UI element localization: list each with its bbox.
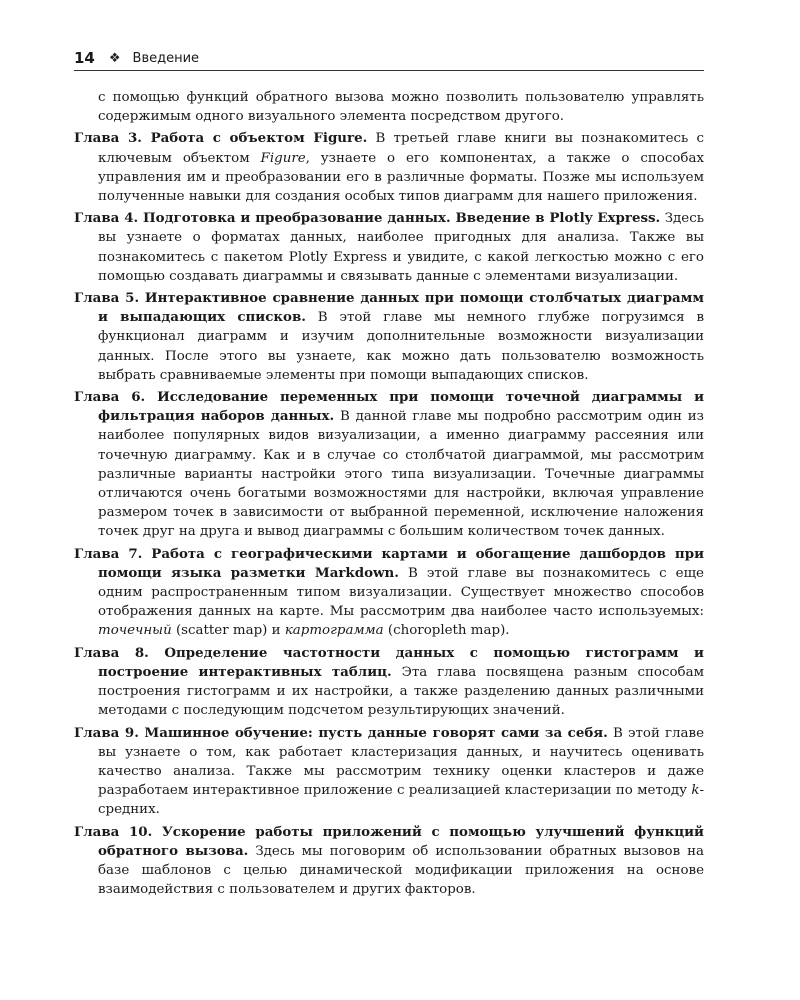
chapter-7-text-a: В этой главе вы познакомитесь с еще одним распространенным типом визуализации. Существует множество способов отображения данных на карте. Мы рассмотрим два наиболее часто используемых: bbox=[98, 565, 704, 620]
chapter-3-entry bbox=[74, 129, 704, 206]
chapter-9-entry bbox=[74, 724, 704, 820]
section-title: Введение bbox=[132, 50, 200, 66]
chapter-7-term-choropleth: картограмма bbox=[284, 623, 384, 639]
chapter-6-heading: Глава 6. Исследование переменных при помощи точечной диаграммы и фильтрация наборов данных. bbox=[74, 389, 704, 425]
chapter-8-text: Эта глава посвящена разным способам построения гистограмм и их настройки, а также разделению данных различными методами с последующим подсчетом результирующих значений. bbox=[98, 664, 704, 719]
chapter-7-term-scatter: точечный bbox=[98, 623, 172, 639]
chapter-7-heading: Глава 7. Работа с географическими картами и обогащение дашбордов при помощи языка разметки Markdown. bbox=[74, 545, 704, 581]
chapter-9-term-k: k bbox=[691, 783, 700, 799]
chapter-3-text-a: В третьей главе книги вы познакомитесь с ключевым объектом bbox=[98, 131, 704, 166]
running-header bbox=[74, 46, 704, 71]
chapter-10-heading: Глава 10. Ускорение работы приложений с помощью улучшений функций обратного вызова. bbox=[74, 823, 704, 859]
chapter-6-text: В данной главе мы подробно рассмотрим один из наиболее популярных видов визуализации, а именно диаграмму рассеяния или точечную диаграмму. Как и в случае со столбчатой диаграммой, мы рассмотрим различные варианты настройки этого типа визуализации. Точечные диаграммы отличаются очень богатыми возможностями для настройки, включая управление размером точек в зависимости от выбранной переменной, исключение наложения точек друг на друга и вывод диаграммы с большим количеством точек данных. bbox=[98, 409, 704, 540]
diamond-ornament-icon: ❖ bbox=[108, 50, 121, 66]
chapter-7-entry bbox=[74, 545, 704, 641]
chapter-6-entry bbox=[74, 388, 704, 542]
chapter-9-text-a: В этой главе вы узнаете о том, как работает кластеризация данных, и научитесь оценивать качество анализа. Также мы рассмотрим технику оценки кластеров и даже разработаем интерактивное приложение с реализацией кластеризации по методу bbox=[98, 725, 705, 799]
chapter-3-figure-term: Figure bbox=[260, 150, 306, 166]
chapter-5-entry bbox=[74, 289, 704, 385]
chapter-8-entry bbox=[74, 644, 704, 721]
chapter-10-entry bbox=[74, 823, 704, 900]
chapter-5-heading: Глава 5. Интерактивное сравнение данных при помощи столбчатых диаграмм и выпадающих списков. bbox=[74, 290, 704, 326]
chapter-8-heading: Глава 8. Определение частотности данных с помощью гистограмм и построение интерактивных таблиц. bbox=[74, 644, 704, 680]
intro-continuation: с помощью функций обратного вызова можно позволить пользователю управлять содержимым одного визуального элемента посредством другого. bbox=[98, 90, 704, 125]
chapter-3-text-b: , узнаете о его компонентах, а также о способах управления им и преобразовании его в различные форматы. Позже мы используем полученные навыки для создания особых типов диаграмм для нашего приложения. bbox=[98, 150, 704, 205]
chapter-9-text-b: -средних. bbox=[98, 783, 704, 818]
chapter-3-heading: Глава 3. Работа с объектом Figure. bbox=[74, 130, 368, 147]
chapter-4-entry bbox=[74, 209, 704, 286]
chapter-4-heading: Глава 4. Подготовка и преобразование данных. Введение в Plotly Express. bbox=[74, 210, 661, 227]
page-number: 14 bbox=[74, 49, 95, 67]
chapter-7-text-c: (choropleth map). bbox=[383, 623, 510, 639]
chapter-4-text: Здесь вы узнаете о форматах данных, наиболее пригодных для анализа. Также вы познакомитесь с пакетом Plotly Express и увидите, с какой легкостью можно с его помощью создавать диаграммы и связывать данные с элементами визуализации. bbox=[98, 211, 705, 284]
chapter-9-heading: Глава 9. Машинное обучение: пусть данные говорят сами за себя. bbox=[74, 724, 608, 741]
chapter-10-text: Здесь мы поговорим об использовании обратных вызовов на базе шаблонов с целью динамической модификации приложения на основе взаимодействия с пользователем и других факторов. bbox=[98, 843, 705, 898]
chapter-5-text: В этой главе мы немного глубже погрузимся в функционал диаграмм и изучим дополнительные возможности визуализации данных. После этого вы узнаете, как можно дать пользователю возможность выбрать сравниваемые элементы при помощи выпадающих списков. bbox=[98, 310, 704, 383]
page-body bbox=[74, 88, 704, 902]
chapter-7-text-b: (scatter map) и bbox=[171, 623, 285, 639]
